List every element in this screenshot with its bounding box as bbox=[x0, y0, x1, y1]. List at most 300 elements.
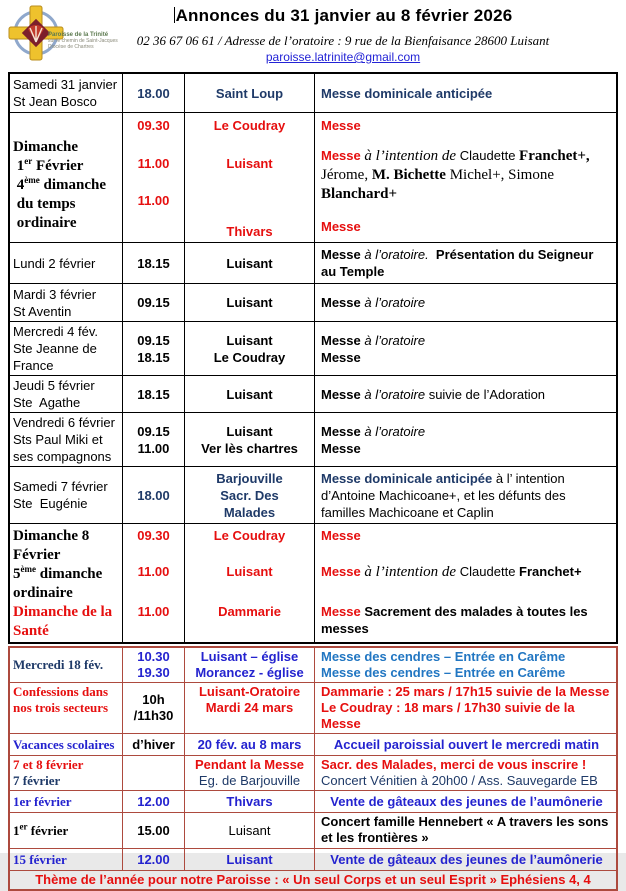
text-segment: Dammarie : 25 mars / 17h15 suivie de la Messe bbox=[321, 684, 610, 699]
text-segment: Accueil paroissial ouvert le mercredi matin bbox=[333, 736, 600, 752]
text-segment: à l’oratoire bbox=[364, 386, 426, 402]
time-cell bbox=[122, 284, 184, 321]
text-line bbox=[330, 794, 602, 810]
date-cell bbox=[10, 734, 122, 755]
time-cell bbox=[122, 756, 184, 790]
desc-cell bbox=[314, 791, 616, 812]
text-segment: Luisant bbox=[226, 851, 273, 867]
text-segment: Messe bbox=[321, 564, 365, 579]
time-cell bbox=[122, 734, 184, 755]
time-cell bbox=[122, 524, 184, 642]
text-line bbox=[13, 700, 118, 716]
text-segment: Jeudi 5 février bbox=[13, 378, 95, 393]
date-cell bbox=[10, 74, 122, 112]
text-segment: Luisant bbox=[226, 423, 273, 439]
text-line bbox=[321, 665, 612, 681]
text-line bbox=[330, 852, 602, 868]
place-cell bbox=[184, 113, 314, 242]
text-segment: Mercredi 18 fév. bbox=[13, 657, 104, 672]
text-segment: Dimanche bbox=[13, 139, 78, 155]
text-line bbox=[137, 487, 170, 504]
text-line bbox=[13, 773, 118, 789]
text-line bbox=[13, 794, 118, 810]
text-segment: Le Coudray : 18 mars / 17h30 suivie de la Messe bbox=[321, 700, 579, 731]
text-line bbox=[13, 495, 118, 512]
text-segment: Barjouville bbox=[216, 470, 283, 486]
text-line bbox=[13, 323, 118, 340]
text-segment: Vendredi 6 février bbox=[13, 415, 115, 430]
place-cell bbox=[184, 756, 314, 790]
time-cell bbox=[122, 376, 184, 412]
text-segment: Ste Agathe bbox=[13, 395, 81, 410]
text-line bbox=[214, 117, 286, 134]
text-segment: du temps bbox=[13, 196, 76, 212]
place-cell bbox=[184, 683, 314, 733]
text-segment: Michel+, bbox=[449, 167, 509, 183]
text-segment: Messe bbox=[321, 219, 361, 234]
text-line bbox=[13, 757, 118, 773]
text-segment: France bbox=[13, 358, 54, 373]
text-segment: Saint Loup bbox=[215, 85, 284, 101]
text-line bbox=[198, 737, 302, 753]
text-line bbox=[321, 684, 612, 700]
text-line bbox=[13, 214, 118, 233]
text-line bbox=[13, 157, 118, 176]
text-segment: 5 bbox=[13, 566, 21, 582]
time-cell bbox=[122, 849, 184, 870]
text-line bbox=[321, 440, 612, 457]
text-segment: Claudette bbox=[459, 564, 520, 579]
text-segment: 11.00 bbox=[137, 193, 170, 208]
text-segment: ème bbox=[24, 175, 40, 185]
text-segment: Malades bbox=[223, 504, 276, 520]
text-segment: 1er février bbox=[13, 793, 72, 809]
desc-cell bbox=[314, 284, 616, 321]
text-segment: suivie de l’Adoration bbox=[425, 386, 546, 402]
text-line bbox=[138, 192, 170, 209]
date-cell bbox=[10, 524, 122, 642]
text-segment: Luisant bbox=[226, 386, 273, 402]
text-segment: Claudette bbox=[459, 148, 520, 163]
text-segment: Luisant – église bbox=[200, 649, 299, 664]
text-segment: 10.30 bbox=[137, 649, 170, 664]
text-segment: Luisant-Oratoire bbox=[198, 684, 301, 699]
text-segment: Santé bbox=[13, 623, 49, 639]
text-line bbox=[195, 665, 303, 681]
time-cell bbox=[122, 322, 184, 375]
time-cell bbox=[122, 413, 184, 466]
text-segment: Sacr. des Malades, merci de vous inscrire ! bbox=[321, 757, 587, 772]
desc-cell bbox=[314, 813, 616, 848]
text-segment: Messe dominicale anticipée bbox=[321, 85, 493, 101]
text-segment: 4 bbox=[13, 177, 25, 193]
text-segment: Messe bbox=[321, 247, 365, 262]
time-cell bbox=[122, 74, 184, 112]
text-line bbox=[13, 195, 118, 214]
text-line bbox=[13, 76, 118, 93]
text-segment: Luisant bbox=[228, 822, 271, 838]
header-titles bbox=[60, 6, 626, 64]
text-line bbox=[132, 737, 175, 753]
text-segment: Vente de gâteaux des jeunes de l’aumônerie bbox=[330, 793, 603, 809]
text-segment: Messe bbox=[321, 349, 361, 365]
text-line bbox=[195, 757, 304, 773]
table-row bbox=[10, 733, 616, 755]
date-cell bbox=[10, 376, 122, 412]
text-segment: 18.00 bbox=[137, 85, 170, 101]
text-line bbox=[137, 294, 170, 311]
text-segment: Messe bbox=[321, 148, 365, 163]
text-segment: Messe bbox=[321, 604, 365, 619]
table-row bbox=[10, 648, 616, 682]
text-line bbox=[216, 470, 282, 487]
text-segment: 09.15 bbox=[137, 295, 170, 310]
text-line bbox=[226, 255, 272, 272]
text-segment: Morancez - église bbox=[195, 665, 304, 680]
text-segment: Messe des cendres – Entrée en Carême bbox=[321, 649, 566, 664]
text-line bbox=[13, 584, 118, 603]
time-cell bbox=[122, 467, 184, 523]
text-line bbox=[321, 470, 612, 487]
text-line bbox=[321, 294, 612, 311]
text-line bbox=[226, 563, 272, 580]
text-line bbox=[13, 622, 118, 641]
text-segment: Luisant bbox=[226, 564, 273, 579]
text-segment: Le Coudray bbox=[213, 118, 286, 133]
text-line bbox=[137, 85, 170, 102]
text-segment: 18.15 bbox=[137, 255, 170, 271]
date-cell bbox=[10, 791, 122, 812]
text-segment: Messe bbox=[321, 440, 361, 456]
text-line bbox=[13, 340, 118, 357]
text-segment: 10h /11h30 bbox=[133, 692, 174, 723]
date-cell bbox=[10, 467, 122, 523]
text-line bbox=[13, 255, 118, 272]
text-segment: ème bbox=[20, 564, 36, 574]
text-segment: Messe bbox=[321, 118, 361, 133]
desc-cell bbox=[314, 756, 616, 790]
text-segment: Présentation du Seigneur bbox=[432, 247, 594, 262]
text-line bbox=[138, 563, 170, 580]
text-line bbox=[334, 737, 599, 753]
time-cell bbox=[122, 243, 184, 283]
text-line bbox=[127, 692, 180, 724]
text-segment: St Aventin bbox=[13, 303, 72, 319]
text-line bbox=[137, 665, 170, 681]
text-line bbox=[138, 155, 170, 172]
text-segment: 11.00 bbox=[137, 564, 170, 579]
text-segment: 09.15 bbox=[137, 332, 170, 348]
text-segment: Concert famille Hennebert « A travers les sons bbox=[321, 814, 609, 829]
text-line bbox=[13, 546, 118, 565]
text-line bbox=[214, 349, 286, 366]
text-line bbox=[137, 386, 170, 403]
time-cell bbox=[122, 813, 184, 848]
full-cell bbox=[10, 871, 616, 889]
place-cell bbox=[184, 284, 314, 321]
text-segment: dimanche bbox=[39, 177, 107, 193]
text-segment: février bbox=[27, 822, 69, 838]
text-line bbox=[137, 794, 170, 810]
desc-cell bbox=[314, 113, 616, 242]
text-segment: Samedi 31 janvier bbox=[13, 77, 118, 92]
text-segment: 1 bbox=[13, 822, 20, 838]
text-line bbox=[13, 657, 118, 673]
text-segment: er bbox=[19, 821, 28, 832]
place-cell bbox=[184, 791, 314, 812]
text-segment: à l’intention de bbox=[364, 564, 460, 580]
table-row bbox=[10, 283, 616, 321]
text-segment: familles Machicoane et Caplin bbox=[321, 504, 494, 520]
text-segment: à l’ intention bbox=[492, 470, 565, 486]
text-segment: Février bbox=[32, 158, 84, 174]
text-line bbox=[13, 737, 118, 753]
text-line bbox=[321, 423, 612, 440]
text-line bbox=[321, 85, 612, 102]
text-segment: au Temple bbox=[321, 264, 385, 279]
footer-row bbox=[10, 870, 616, 889]
text-segment: Dimanche de la bbox=[13, 604, 113, 620]
text-segment: 7 février bbox=[13, 773, 61, 788]
page-title-text: Annonces du 31 janvier au 8 février 2026 bbox=[175, 6, 513, 25]
table-row bbox=[10, 790, 616, 812]
text-line bbox=[224, 504, 275, 521]
table-row bbox=[10, 523, 616, 642]
text-segment: Mardi 24 mars bbox=[205, 700, 294, 715]
text-line bbox=[321, 563, 612, 582]
text-line bbox=[321, 620, 612, 637]
text-line bbox=[321, 332, 612, 349]
place-cell bbox=[184, 734, 314, 755]
text-line bbox=[226, 852, 272, 868]
text-line bbox=[321, 166, 612, 185]
text-line bbox=[35, 872, 591, 888]
text-segment: 12.00 bbox=[137, 793, 170, 809]
text-segment: Sts Paul Miki et bbox=[13, 432, 103, 447]
text-segment: Messe bbox=[321, 423, 365, 439]
text-segment: Vente de gâteaux des jeunes de l’aumônerie bbox=[330, 851, 603, 867]
date-cell bbox=[10, 113, 122, 242]
text-segment: er bbox=[24, 156, 33, 166]
text-segment: nos trois secteurs bbox=[13, 700, 109, 715]
text-line bbox=[226, 223, 272, 240]
desc-cell bbox=[314, 322, 616, 375]
text-line bbox=[13, 414, 118, 431]
text-line bbox=[226, 794, 272, 810]
text-line bbox=[13, 377, 118, 394]
text-segment: 18.15 bbox=[137, 349, 170, 365]
text-segment: 11.00 bbox=[137, 604, 170, 619]
text-line bbox=[137, 423, 170, 440]
text-line bbox=[321, 386, 612, 403]
text-segment: ordinaire bbox=[13, 215, 77, 231]
text-segment: Franchet+ bbox=[519, 564, 582, 579]
text-line bbox=[199, 684, 300, 700]
text-segment: Messe bbox=[321, 295, 365, 310]
text-line bbox=[220, 487, 279, 504]
text-line bbox=[13, 603, 118, 622]
text-line bbox=[13, 431, 118, 448]
text-line bbox=[199, 773, 300, 789]
logo-line1: Paroisse de la Trinité bbox=[48, 32, 109, 38]
desc-cell bbox=[314, 413, 616, 466]
text-segment: à l’oratoire bbox=[364, 423, 426, 439]
text-segment: Lundi 2 février bbox=[13, 255, 96, 271]
text-segment: 11.00 bbox=[137, 440, 170, 456]
text-line bbox=[321, 246, 612, 263]
text-segment: Franchet+, bbox=[519, 148, 590, 164]
desc-cell bbox=[314, 376, 616, 412]
text-line bbox=[226, 294, 272, 311]
text-segment: Messe dominicale anticipée bbox=[321, 470, 493, 486]
page-title bbox=[60, 6, 626, 26]
text-segment: Le Coudray bbox=[213, 349, 286, 365]
text-segment: à l’oratoire. bbox=[364, 247, 433, 262]
place-cell bbox=[184, 243, 314, 283]
text-line bbox=[13, 394, 118, 411]
text-line bbox=[321, 147, 612, 166]
text-line bbox=[137, 823, 170, 839]
text-line bbox=[137, 349, 170, 366]
text-line bbox=[321, 263, 612, 280]
text-segment: 11.00 bbox=[137, 156, 170, 171]
text-segment: Dammarie bbox=[218, 604, 281, 619]
text-line bbox=[226, 386, 272, 403]
text-line bbox=[216, 85, 283, 102]
text-line bbox=[321, 504, 612, 521]
text-line bbox=[13, 852, 118, 868]
text-segment: Blanchard+ bbox=[321, 186, 398, 202]
date-cell bbox=[10, 284, 122, 321]
text-line bbox=[13, 93, 118, 110]
text-line bbox=[226, 423, 272, 440]
events-table bbox=[8, 646, 618, 891]
table-row bbox=[10, 242, 616, 283]
place-cell bbox=[184, 524, 314, 642]
text-line bbox=[13, 565, 118, 584]
text-segment: Messe des cendres – Entrée en Carême bbox=[321, 665, 566, 680]
text-line bbox=[214, 527, 286, 544]
table-row bbox=[10, 375, 616, 412]
text-segment: Messe bbox=[321, 528, 361, 543]
table-row bbox=[10, 412, 616, 466]
text-line bbox=[137, 527, 170, 544]
text-line bbox=[321, 830, 612, 846]
text-line bbox=[206, 700, 293, 716]
text-line bbox=[321, 603, 612, 620]
text-line bbox=[137, 852, 170, 868]
text-segment: Sacrement des malades à toutes les bbox=[364, 604, 588, 619]
table-row bbox=[10, 321, 616, 375]
text-line bbox=[137, 117, 170, 134]
announcements-table bbox=[8, 72, 618, 644]
text-segment: 19.30 bbox=[137, 665, 170, 680]
text-segment: Thème de l’année pour notre Paroisse : « Un seul Corps et un seul Esprit » Ephésiens 4, 4 bbox=[35, 872, 591, 887]
text-line bbox=[137, 332, 170, 349]
text-segment: Luisant bbox=[226, 295, 273, 310]
text-line bbox=[321, 649, 612, 665]
table-row bbox=[10, 812, 616, 848]
date-cell bbox=[10, 243, 122, 283]
text-line bbox=[137, 649, 170, 665]
text-segment: Le Coudray bbox=[213, 528, 286, 543]
text-segment: Thivars bbox=[226, 224, 273, 239]
text-segment: dimanche bbox=[36, 566, 103, 582]
text-line bbox=[321, 349, 612, 366]
place-cell bbox=[184, 322, 314, 375]
text-segment: Février bbox=[13, 547, 61, 563]
text-segment: Mercredi 4 fév. bbox=[13, 324, 99, 339]
text-segment: messes bbox=[321, 621, 369, 636]
text-segment: Luisant bbox=[226, 156, 273, 171]
date-cell bbox=[10, 849, 122, 870]
time-cell bbox=[122, 113, 184, 242]
email-link[interactable]: paroisse.latrinite@gmail.com bbox=[265, 50, 421, 64]
date-cell bbox=[10, 413, 122, 466]
text-line bbox=[321, 757, 612, 773]
table-row bbox=[10, 682, 616, 733]
desc-cell bbox=[314, 74, 616, 112]
text-line bbox=[137, 255, 170, 272]
text-segment: 1 bbox=[13, 158, 25, 174]
text-line bbox=[226, 332, 272, 349]
text-segment: à l’oratoire bbox=[364, 332, 426, 348]
desc-cell bbox=[314, 849, 616, 870]
place-cell bbox=[184, 376, 314, 412]
text-segment: 09.30 bbox=[137, 118, 170, 133]
desc-cell bbox=[314, 524, 616, 642]
text-segment: d’hiver bbox=[132, 736, 175, 752]
text-line bbox=[138, 440, 170, 457]
text-line bbox=[321, 218, 612, 235]
table-row bbox=[10, 466, 616, 523]
text-line bbox=[13, 684, 118, 700]
text-segment: Thivars bbox=[226, 793, 273, 809]
text-line bbox=[201, 649, 299, 665]
desc-cell bbox=[314, 243, 616, 283]
text-line bbox=[138, 603, 170, 620]
text-segment: d’Antoine Machicoane+, et les défunts des bbox=[321, 487, 566, 503]
contact-line: 02 36 67 06 61 / Adresse de l’oratoire : 9 rue de la Bienfaisance 28600 Luisant bbox=[136, 33, 550, 48]
text-segment: 09.15 bbox=[137, 423, 170, 439]
text-cursor-icon bbox=[174, 7, 175, 23]
text-segment: Simone bbox=[508, 167, 555, 183]
text-segment: Ver lès chartres bbox=[201, 440, 298, 456]
text-segment: 12.00 bbox=[137, 851, 170, 867]
text-line bbox=[321, 527, 612, 544]
text-segment: 15 février bbox=[13, 851, 67, 867]
text-line bbox=[13, 176, 118, 195]
text-segment: Sacr. Des bbox=[220, 487, 279, 503]
text-segment: Pendant la Messe bbox=[194, 757, 305, 772]
text-line bbox=[226, 155, 272, 172]
time-cell bbox=[122, 648, 184, 682]
date-cell bbox=[10, 683, 122, 733]
table-row bbox=[10, 848, 616, 870]
text-segment: à l’oratoire bbox=[364, 295, 426, 310]
place-cell bbox=[184, 413, 314, 466]
text-line bbox=[13, 478, 118, 495]
date-cell bbox=[10, 322, 122, 375]
text-line bbox=[13, 357, 118, 374]
text-segment: Luisant bbox=[226, 255, 273, 271]
text-segment: Messe bbox=[321, 332, 365, 348]
text-segment: St Jean Bosco bbox=[13, 94, 97, 109]
text-segment: 15.00 bbox=[137, 822, 170, 838]
text-segment: et les frontières » bbox=[321, 830, 429, 845]
text-segment: 18.00 bbox=[137, 487, 170, 503]
place-cell bbox=[184, 648, 314, 682]
